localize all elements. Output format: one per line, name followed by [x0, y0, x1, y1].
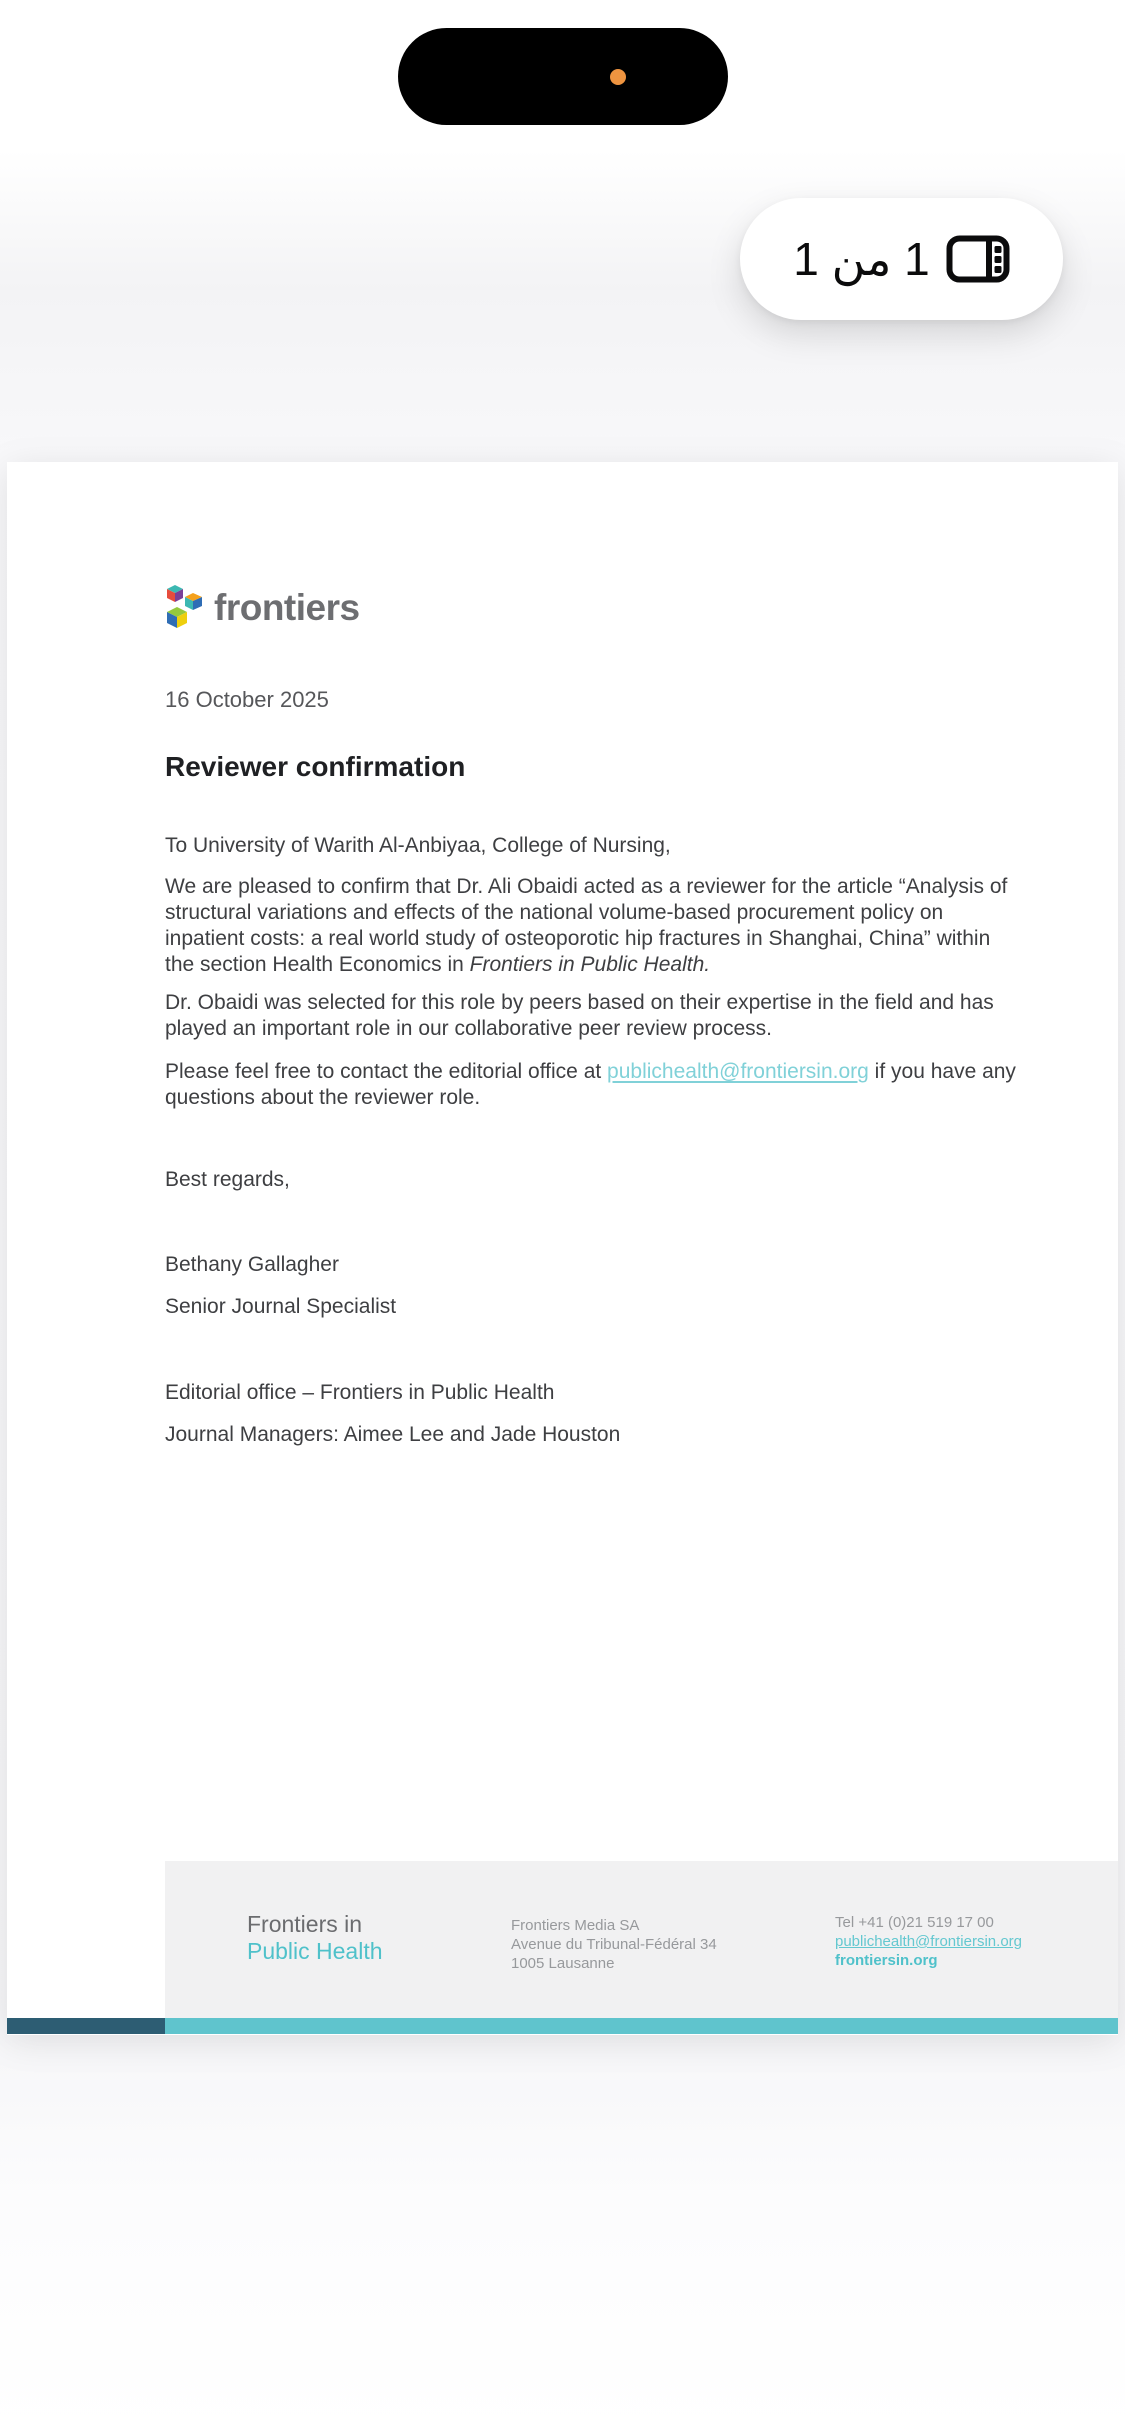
footer-address-line: 1005 Lausanne [511, 1955, 615, 1972]
frontiers-logo-mark [165, 583, 205, 633]
thumbnails-sidebar-icon[interactable] [946, 235, 1010, 283]
signer-title: Senior Journal Specialist [165, 1295, 397, 1318]
footer-journal-prefix: Frontiers in [247, 1911, 363, 1937]
editorial-office-line: Editorial office – Frontiers in Public Health [165, 1381, 555, 1404]
role-paragraph: Dr. Obaidi was selected for this role by peers based on their expertise in the field and has played an important role in our collaborative peer review process. [165, 991, 994, 1040]
letter-date: 16 October 2025 [165, 687, 329, 712]
letter-footer [165, 1861, 1118, 2018]
footer-journal-name: Public Health [247, 1938, 383, 1964]
confirmation-paragraph [165, 874, 1017, 978]
letter-body [165, 462, 1017, 1448]
footer-address-block [511, 1916, 717, 1973]
closing-line: Best regards, [165, 1168, 290, 1191]
footer-telephone: Tel +41 (0)21 519 17 00 [835, 1914, 994, 1931]
document-page [7, 462, 1118, 2035]
footer-address-line: Avenue du Tribunal-Fédéral 34 [511, 1936, 717, 1953]
page-count-label: 1 من 1 [793, 233, 930, 285]
footer-bar-light-teal [165, 2018, 1118, 2034]
footer-contact-block [835, 1913, 1022, 1970]
frontiers-logo [165, 583, 1017, 633]
journal-title-italic: Frontiers in Public Health. [469, 953, 711, 976]
editorial-email-link[interactable]: publichealth@frontiersin.org [607, 1060, 869, 1083]
page-count-pill[interactable] [740, 198, 1063, 320]
contact-text-after: if you have any questions about the reviewer role. [165, 1060, 1016, 1109]
microphone-active-indicator [610, 69, 626, 85]
frontiers-logo-text: frontiers [214, 587, 360, 628]
dynamic-island [398, 28, 728, 125]
journal-managers-line: Journal Managers: Aimee Lee and Jade Houston [165, 1423, 621, 1446]
letter-heading: Reviewer confirmation [165, 751, 466, 782]
footer-address-line: Frontiers Media SA [511, 1917, 640, 1934]
footer-bar-dark-teal [7, 2018, 165, 2034]
salutation-line: To University of Warith Al-Anbiyaa, College of Nursing, [165, 834, 671, 857]
footer-website-link[interactable]: frontiersin.org [835, 1952, 938, 1969]
contact-text-before: Please feel free to contact the editorial office at [165, 1060, 608, 1083]
contact-paragraph [165, 1059, 1017, 1111]
signer-name: Bethany Gallagher [165, 1253, 339, 1276]
confirmation-text: We are pleased to confirm that Dr. Ali Obaidi acted as a reviewer for the article “Analysis of structural variations and effects of the national volume-based procurement policy on inpatient costs: a real world study of osteoporotic hip fractures in Shanghai, China” within the section Health Economics in [165, 875, 1008, 976]
footer-journal-block [247, 1911, 383, 1965]
footer-email-link[interactable]: publichealth@frontiersin.org [835, 1933, 1022, 1950]
